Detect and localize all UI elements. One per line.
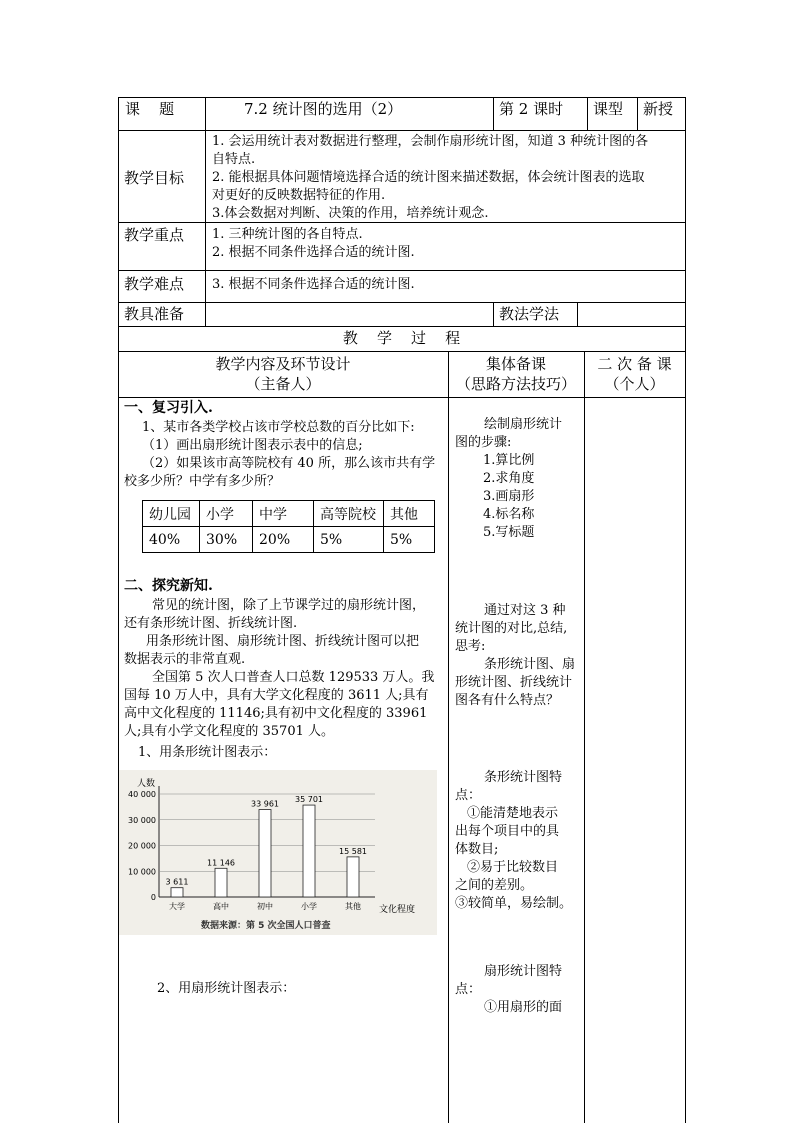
- chart-ytick-label: 10 000: [128, 867, 156, 877]
- table-header-cell: 中学: [253, 501, 314, 527]
- lesson-type-label: 课型: [593, 100, 624, 118]
- chart-value-label: 15 581: [339, 846, 367, 856]
- paragraph-line: 常见的统计图，除了上节课学过的扇形统计图，: [152, 598, 426, 613]
- side-note: 统计图的对比,总结,: [455, 621, 568, 636]
- side-note: 形统计图、折线统计: [455, 675, 573, 690]
- chart-bar: [215, 868, 227, 897]
- side-note: 扇形统计图特: [484, 964, 563, 979]
- paragraph-line: 国每 10 万人中，具有大学文化程度的 3611 人;具有: [124, 688, 429, 703]
- main-column-subheader: （主备人）: [245, 375, 321, 393]
- group-column-subheader: （思路方法技巧）: [455, 375, 576, 393]
- chart-value-label: 11 146: [207, 858, 235, 868]
- chart-intro-bar: 1、用条形统计图表示：: [138, 745, 277, 760]
- period-label: 第 2 课时: [499, 100, 564, 118]
- side-note: 思考:: [455, 639, 486, 654]
- table-cell: 30%: [200, 527, 253, 553]
- table-border: [493, 97, 494, 130]
- side-note: ①用扇形的面: [484, 1000, 563, 1015]
- difficulties-label: 教学难点: [124, 275, 185, 293]
- table-border: [118, 97, 685, 98]
- table-border: [587, 97, 588, 130]
- table-border: [205, 97, 206, 326]
- question-line: 校多少所？中学有多少所？: [124, 474, 281, 489]
- paragraph-line: 全国第 5 次人口普查人口总数 129533 万人。我: [152, 670, 435, 685]
- chart-category-label: 大学: [169, 902, 185, 911]
- chart-ylabel: 人数: [137, 779, 156, 789]
- chart-intro-pie: 2、用扇形统计图表示：: [157, 981, 296, 996]
- paragraph-line: 还有条形统计图、折线统计图.: [124, 616, 298, 631]
- chart-category-label: 小学: [301, 902, 317, 911]
- table-border: [577, 302, 578, 326]
- key-point-line: 1. 三种统计图的各自特点.: [212, 227, 363, 242]
- section1-heading: 一、复习引入.: [124, 400, 213, 416]
- second-column-subheader: （个人）: [604, 375, 665, 393]
- process-title: 教 学 过 程: [342, 329, 461, 347]
- table-border: [118, 351, 685, 352]
- goal-line: 1. 会运用统计表对数据进行整理，会制作扇形统计图，知道 3 种统计图的各: [212, 134, 649, 149]
- side-note: ①能清楚地表示: [467, 806, 559, 821]
- side-note: 点：: [455, 788, 482, 803]
- table-header-cell: 高等院校: [314, 501, 384, 527]
- table-cell: 20%: [253, 527, 314, 553]
- chart-bar: [259, 810, 271, 897]
- side-note: 图各有什么特点？: [455, 693, 560, 708]
- side-note: 体数目;: [455, 842, 499, 857]
- goals-label: 教学目标: [124, 169, 185, 187]
- main-column-header: 教学内容及环节设计: [215, 355, 351, 373]
- paragraph-line: 高中文化程度的 11146;具有初中文化程度的 33961: [124, 706, 428, 721]
- chart-ytick-label: 0: [150, 893, 156, 902]
- table-border: [493, 302, 494, 326]
- key-point-line: 2. 根据不同条件选择合适的统计图.: [212, 245, 415, 260]
- side-note: 绘制扇形统计: [484, 417, 563, 432]
- topic-label: 课 题: [125, 100, 175, 118]
- side-note: 条形统计图特: [484, 770, 563, 785]
- table-border: [637, 97, 638, 130]
- table-border: [118, 270, 685, 271]
- chart-category-label: 其他: [345, 902, 361, 911]
- side-note: 条形统计图、扇: [484, 657, 576, 672]
- table-border: [685, 97, 686, 1123]
- chart-value-label: 35 701: [295, 795, 323, 805]
- table-border: [118, 326, 685, 327]
- chart-bar: [303, 805, 315, 897]
- chart-ytick-label: 40 000: [128, 790, 156, 799]
- lesson-type-value: 新授: [643, 100, 674, 118]
- table-border: [118, 302, 685, 303]
- chart-xlabel: 文化程度: [379, 905, 416, 915]
- side-note: 出每个项目中的具: [455, 824, 560, 839]
- group-column-header: 集体备课: [485, 355, 546, 373]
- table-header-cell: 幼儿园: [143, 501, 200, 527]
- school-percentage-table: [142, 500, 435, 553]
- table-border: [584, 351, 585, 1123]
- chart-ytick-label: 20 000: [128, 841, 156, 851]
- table-header-cell: 小学: [200, 501, 253, 527]
- step-item: 5.写标题: [483, 525, 535, 540]
- chart-value-label: 3 611: [165, 877, 189, 887]
- table-row: [143, 527, 435, 553]
- step-item: 1.算比例: [483, 453, 535, 468]
- goal-line: 2. 能根据具体问题情境选择合适的统计图来描述数据，体会统计图表的选取: [212, 170, 645, 185]
- side-note: 之间的差别。: [455, 878, 534, 893]
- table-border: [118, 222, 685, 223]
- table-border: [118, 130, 685, 131]
- chart-value-label: 33 961: [251, 799, 279, 809]
- chart-source: 数据来源：第 5 次全国人口普查: [201, 921, 331, 931]
- table-header-cell: 其他: [384, 501, 435, 527]
- chart-bar: [171, 888, 183, 897]
- materials-label: 教具准备: [124, 305, 185, 323]
- key-points-label: 教学重点: [124, 226, 185, 244]
- chart-category-label: 高中: [213, 902, 229, 911]
- table-cell: 5%: [384, 527, 435, 553]
- side-note: ②易于比较数目: [467, 860, 559, 875]
- side-note: ③较简单，易绘制。: [455, 896, 573, 911]
- goal-line: 3.体会数据对判断、决策的作用，培养统计观念.: [212, 206, 489, 221]
- table-border: [448, 351, 449, 1123]
- population-bar-chart: [119, 770, 437, 935]
- paragraph-line: 用条形统计图、扇形统计图、折线统计图可以把: [146, 634, 420, 649]
- question-line: （1）画出扇形统计图表示表中的信息;: [142, 438, 363, 453]
- chart-ytick-label: 30 000: [128, 815, 156, 825]
- step-item: 4.标名称: [483, 507, 535, 522]
- step-item: 2.求角度: [483, 471, 535, 486]
- table-border: [118, 397, 685, 398]
- table-cell: 5%: [314, 527, 384, 553]
- side-note: 点：: [455, 982, 482, 997]
- chart-category-label: 初中: [257, 902, 273, 911]
- paragraph-line: 人;具有小学文化程度的 35701 人。: [124, 724, 334, 739]
- goal-line: 对更好的反映数据特征的作用.: [212, 188, 386, 203]
- table-row: [143, 501, 435, 527]
- side-note: 通过对这 3 种: [484, 603, 566, 618]
- method-label: 教法学法: [499, 305, 560, 323]
- section2-heading: 二、探究新知.: [124, 578, 213, 594]
- table-border: [118, 97, 119, 1123]
- table-cell: 40%: [143, 527, 200, 553]
- chart-bar: [347, 857, 359, 897]
- second-column-header: 二 次 备 课: [597, 355, 672, 373]
- lesson-title: 7.2 统计图的选用（2）: [244, 100, 403, 118]
- difficulty-line: 3. 根据不同条件选择合适的统计图.: [212, 277, 415, 292]
- question-line: （2）如果该市高等院校有 40 所，那么该市共有学: [142, 456, 436, 471]
- goal-line: 自特点.: [212, 152, 256, 167]
- side-note: 图的步骤:: [455, 435, 512, 450]
- step-item: 3.画扇形: [483, 489, 535, 504]
- question-line: 1、某市各类学校占该市学校总数的百分比如下:: [142, 420, 415, 435]
- paragraph-line: 数据表示的非常直观.: [124, 652, 246, 667]
